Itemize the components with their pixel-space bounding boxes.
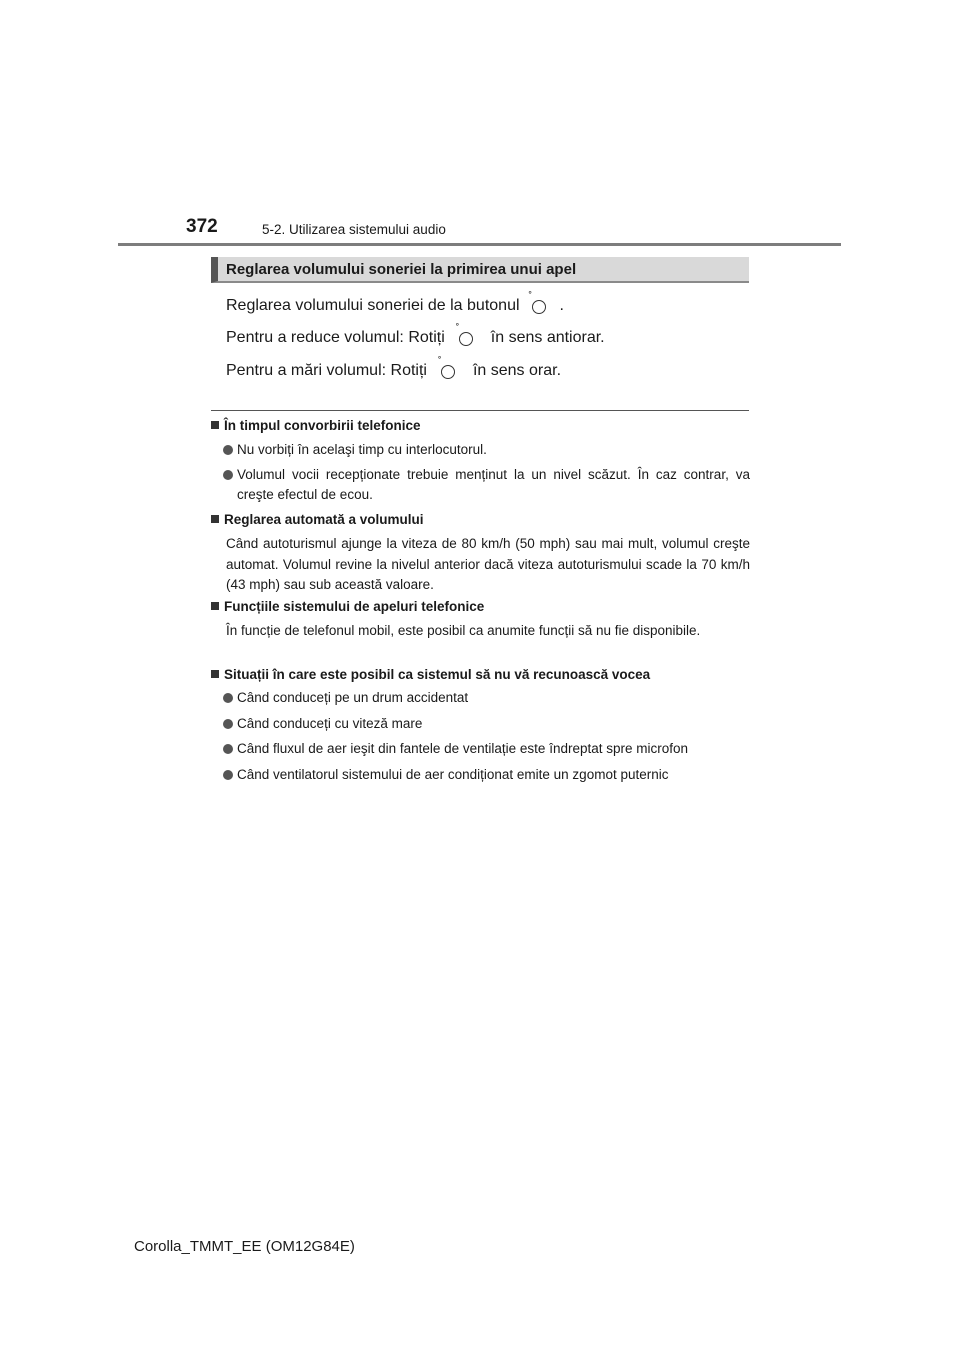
- round-bullet-icon: [223, 693, 233, 703]
- instruction-text: Pentru a mări volumul: Rotiți: [226, 362, 427, 379]
- bullet-item: [223, 765, 750, 785]
- volume-knob-icon: ˚: [530, 296, 550, 316]
- box-title-bar: [211, 257, 749, 283]
- round-bullet-icon: [223, 770, 233, 780]
- instruction-text: Pentru a reduce volumul: Rotiți: [226, 329, 445, 346]
- footer-model: Corolla_TMMT_EE (OM12G84E): [134, 1238, 355, 1255]
- instruction-text: în sens antiorar.: [490, 329, 605, 346]
- bullet-item: [223, 688, 750, 708]
- page-number: 372: [186, 216, 218, 237]
- instruction-line: [226, 291, 564, 316]
- note-heading: [211, 667, 650, 682]
- volume-knob-icon: ˚: [457, 328, 477, 348]
- square-bullet-icon: [211, 421, 219, 429]
- header-rule: [118, 243, 841, 246]
- note-heading: [211, 599, 484, 614]
- round-bullet-icon: [223, 744, 233, 754]
- bullet-text: Când ventilatorul sistemului de aer condiționat emite un zgomot puternic: [237, 767, 669, 782]
- note-heading-text: Reglarea automată a volumului: [224, 512, 424, 527]
- bullet-item: [223, 739, 750, 759]
- box-title: Reglarea volumului soneriei la primirea unui apel: [226, 261, 577, 278]
- note-paragraph: În funcție de telefonul mobil, este posibil ca anumite funcții să nu fie disponibile.: [226, 623, 701, 638]
- instruction-line: [226, 356, 562, 381]
- instruction-text: în sens orar.: [472, 362, 562, 379]
- round-bullet-icon: [223, 470, 233, 480]
- bullet-text: Când conduceți cu viteză mare: [237, 716, 423, 731]
- note-heading-text: Situații în care este posibil ca sistemul să nu vă recunoască vocea: [224, 667, 651, 682]
- bullet-text: Volumul vocii recepționate trebuie menținut la un nivel scăzut. În caz contrar, va creşte efectul de ecou.: [237, 467, 750, 502]
- instruction-line: [226, 323, 605, 348]
- note-heading: [211, 512, 424, 527]
- square-bullet-icon: [211, 670, 219, 678]
- bullet-item: [223, 714, 750, 734]
- round-bullet-icon: [223, 445, 233, 455]
- bullet-item: [223, 465, 750, 505]
- section-title: 5-2. Utilizarea sistemului audio: [262, 222, 446, 237]
- note-heading-text: Funcțiile sistemului de apeluri telefonice: [224, 599, 485, 614]
- instruction-text: Reglarea volumului soneriei de la butonul: [226, 297, 520, 314]
- note-heading: [211, 418, 421, 433]
- bullet-text: Nu vorbiți în acelaşi timp cu interlocutorul.: [237, 442, 487, 457]
- bullet-text: Când fluxul de aer ieşit din fantele de ventilație este îndreptat spre microfon: [237, 741, 689, 756]
- square-bullet-icon: [211, 602, 219, 610]
- section-divider: [211, 410, 749, 411]
- instruction-text: .: [559, 297, 564, 314]
- bullet-text: Când conduceți pe un drum accidentat: [237, 690, 469, 705]
- note-heading-text: În timpul convorbirii telefonice: [224, 418, 421, 433]
- bullet-item: [223, 440, 750, 460]
- volume-knob-icon: ˚: [439, 361, 459, 381]
- note-paragraph: Când autoturismul ajunge la viteza de 80 km/h (50 mph) sau mai mult, volumul creşte automat. Volumul revine la nivelul anterior dacă viteza autoturismului scade la 70 km/h (43 mph) sau sub această valoare.: [226, 536, 750, 592]
- round-bullet-icon: [223, 719, 233, 729]
- square-bullet-icon: [211, 515, 219, 523]
